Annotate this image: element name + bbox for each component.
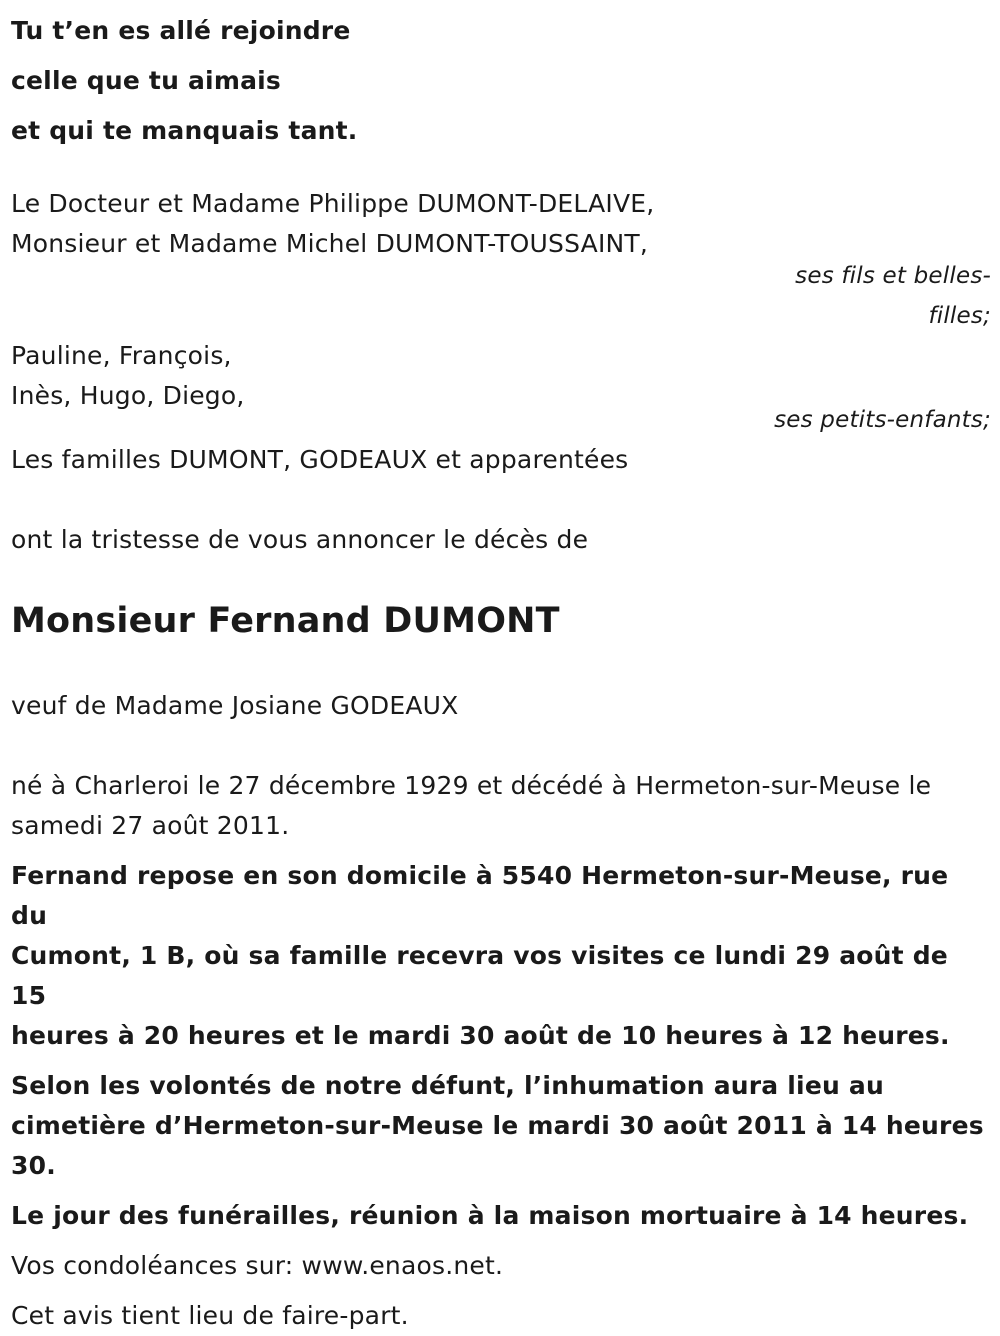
grandchildren-line-1: Pauline, François, [11, 341, 232, 370]
visitation-line-3: heures à 20 heures et le mardi 30 août de 10 heures à 12 heures. [11, 1021, 950, 1050]
poem-line-3: et qui te manquais tant. [11, 116, 358, 145]
visitation-line-2: Cumont, 1 B, où sa famille recevra vos visites ce lundi 29 août de 15 [11, 941, 948, 1010]
grandchildren-line-2: Inès, Hugo, Diego, [11, 381, 245, 410]
burial-paragraph [11, 1066, 991, 1186]
sons-label-line-1: ses fils et belles- [795, 263, 991, 289]
notice-line: Cet avis tient lieu de faire-part. [11, 1301, 409, 1330]
birth-death-line-1: né à Charleroi le 27 décembre 1929 et décédé à Hermeton-sur-Meuse le [11, 771, 932, 800]
burial-line-3: 30. [11, 1151, 56, 1180]
sons-label-line-2: filles; [928, 303, 991, 329]
deceased-name: Monsieur Fernand DUMONT [11, 601, 560, 641]
burial-line-1: Selon les volontés de notre défunt, l’inhumation aura lieu au [11, 1071, 884, 1100]
birth-death-paragraph [11, 766, 991, 846]
visitation-line-1: Fernand repose en son domicile à 5540 Hermeton-sur-Meuse, rue du [11, 861, 949, 930]
meeting-paragraph: Le jour des funérailles, réunion à la maison mortuaire à 14 heures. [11, 1201, 969, 1230]
sons-line-2: Monsieur et Madame Michel DUMONT-TOUSSAINT, [11, 229, 649, 258]
announcement-line: ont la tristesse de vous annoncer le décès de [11, 525, 589, 554]
obituary-notice [11, 0, 991, 1336]
grandchildren-relation-label: ses petits-enfants; [774, 407, 991, 433]
condolences-line: Vos condoléances sur: www.enaos.net. [11, 1251, 504, 1280]
birth-death-line-2: samedi 27 août 2011. [11, 811, 290, 840]
burial-line-2: cimetière d’Hermeton-sur-Meuse le mardi 30 août 2011 à 14 heures [11, 1111, 984, 1140]
opening-poem [11, 6, 991, 156]
sons-line-1: Le Docteur et Madame Philippe DUMONT-DELAIVE, [11, 189, 655, 218]
sons-relation-label [11, 256, 991, 336]
widower-line: veuf de Madame Josiane GODEAUX [11, 691, 459, 720]
visitation-paragraph [11, 856, 991, 1056]
poem-line-1: Tu t’en es allé rejoindre [11, 16, 351, 45]
sons-block [11, 184, 991, 264]
poem-line-2: celle que tu aimais [11, 66, 281, 95]
families-line: Les familles DUMONT, GODEAUX et apparentées [11, 445, 629, 474]
